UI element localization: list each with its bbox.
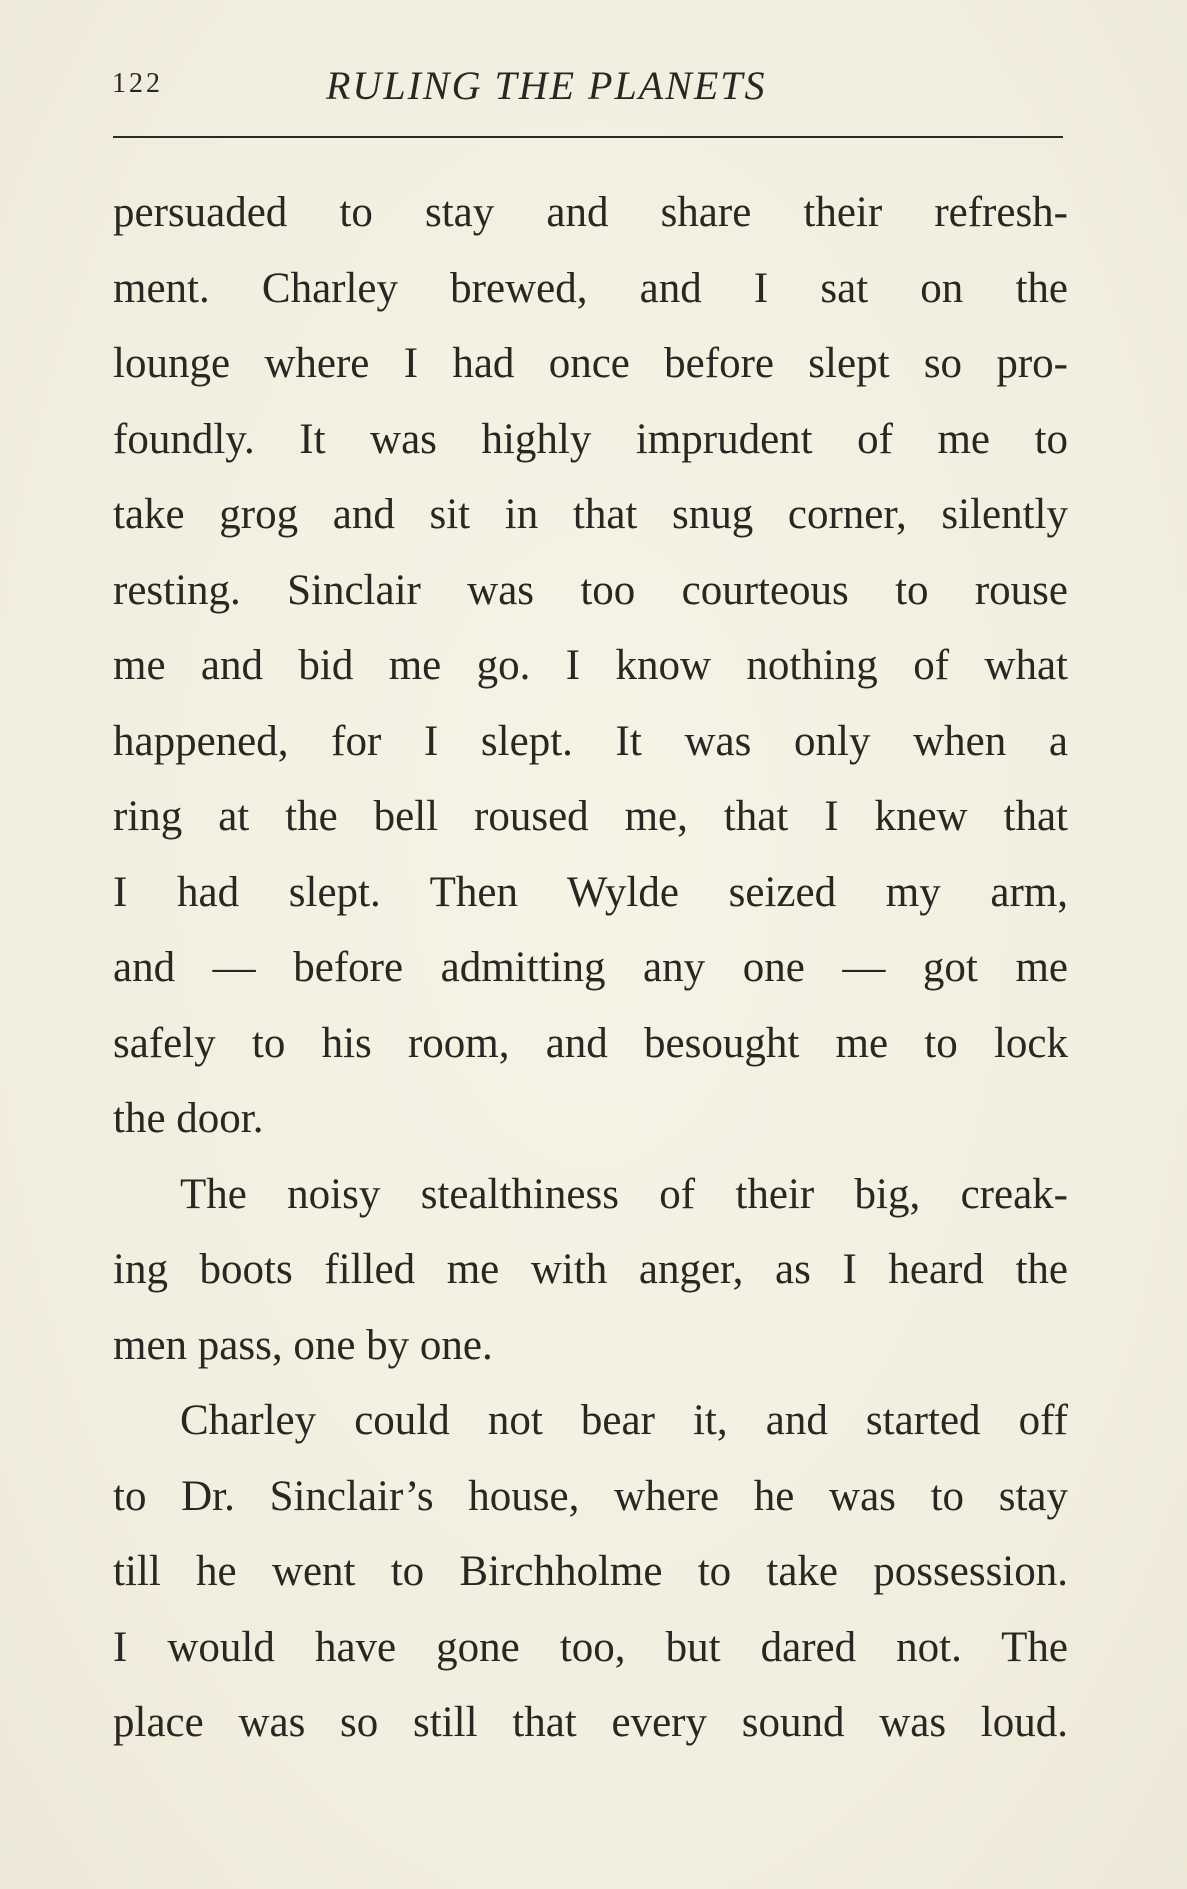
text-line: the door. <box>113 1095 264 1142</box>
text-line: resting. Sinclair was too courteous to rouse <box>113 566 1068 614</box>
text-line: place was so still that every sound was loud. <box>113 1699 1068 1746</box>
text-line: ring at the bell roused me, that I knew that <box>113 793 1068 840</box>
text-line: lounge where I had once before slept so pro- <box>113 340 1068 387</box>
text-line: I would have gone too, but dared not. The <box>113 1623 1068 1671</box>
running-title: RULING THE PLANETS <box>326 63 767 108</box>
text-line: to Dr. Sinclair’s house, where he was to stay <box>113 1472 1068 1520</box>
text-line: happened, for I slept. It was only when a <box>113 717 1068 765</box>
text-line: and — before admitting any one — got me <box>113 944 1068 991</box>
text-line: ment. Charley brewed, and I sat on the <box>113 264 1068 312</box>
text-line: foundly. It was highly imprudent of me to <box>113 415 1068 463</box>
text-line: ing boots filled me with anger, as I heard the <box>113 1246 1068 1293</box>
text-line: safely to his room, and besought me to lock <box>113 1019 1068 1067</box>
text-line: The noisy stealthiness of their big, creak- <box>180 1170 1068 1218</box>
text-line: Charley could not bear it, and started off <box>180 1397 1068 1444</box>
text-line: persuaded to stay and share their refresh- <box>113 189 1068 236</box>
body-text <box>113 175 1068 1761</box>
running-head <box>112 62 1062 112</box>
text-line: men pass, one by one. <box>113 1321 493 1369</box>
text-line: till he went to Birchholme to take possession. <box>113 1548 1068 1595</box>
text-line: me and bid me go. I know nothing of what <box>113 642 1068 689</box>
text-line: take grog and sit in that snug corner, silently <box>113 491 1068 538</box>
page-number: 122 <box>112 68 163 99</box>
text-line: I had slept. Then Wylde seized my arm, <box>113 868 1068 916</box>
header-rule <box>113 136 1063 138</box>
